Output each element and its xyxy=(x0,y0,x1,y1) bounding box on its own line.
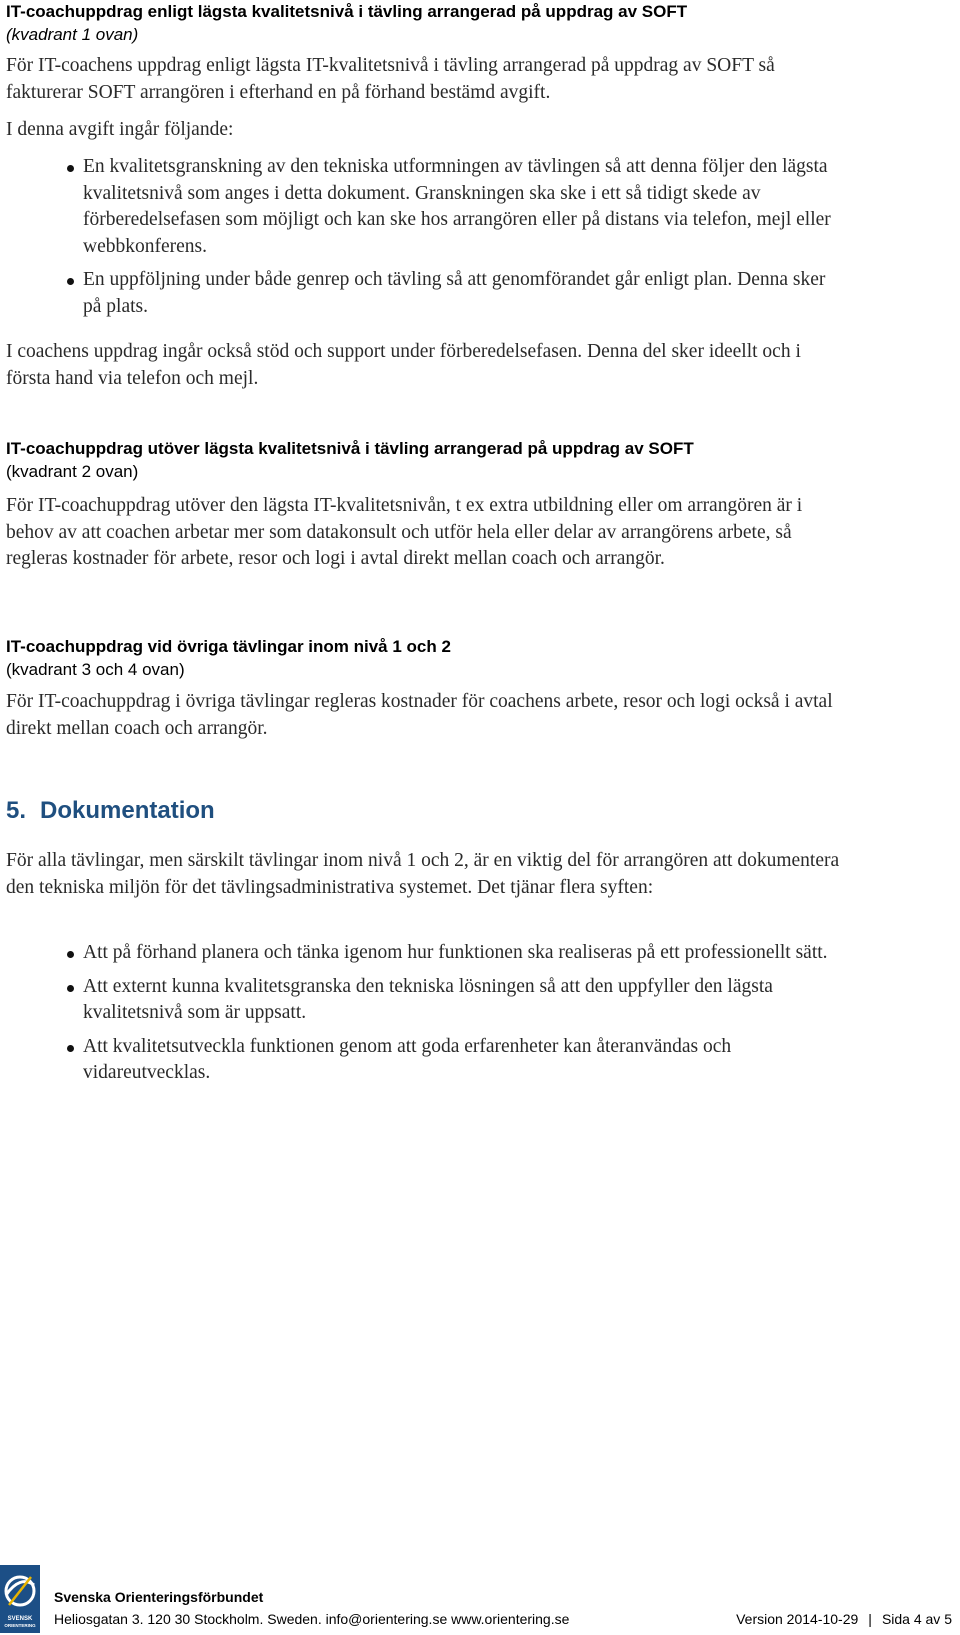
footer-organization: Svenska Orienteringsförbundet xyxy=(54,1589,264,1605)
section-subheading: (kvadrant 1 ovan) xyxy=(6,25,139,44)
svensk-orientering-logo xyxy=(0,1565,40,1633)
section-heading-text: IT-coachuppdrag vid övriga tävlingar inom nivå 1 och 2 xyxy=(6,637,451,656)
paragraph-body: För IT-coachuppdrag utöver den lägsta IT-kvalitetsnivån, t ex extra utbildning eller om arrangören är i behov av att coachen arbetar mer som datakonsult och utför hela eller delar av arrangörens arbete, så regleras kostnader för arbete, resor och logi i avtal direkt mellan coach och arrangör. xyxy=(6,495,803,569)
list-item xyxy=(6,154,841,260)
paragraph-lead: I denna avgift ingår följande: xyxy=(6,119,234,140)
footer-address: Heliosgatan 3. 120 30 Stockholm. Sweden. info@orientering.se www.orientering.se xyxy=(54,1611,570,1627)
bullet-icon xyxy=(67,165,74,172)
section-heading-kvadrant-3-4 xyxy=(6,635,946,681)
section-number: 5. xyxy=(6,797,27,824)
footer-version: Version 2014-10-29 xyxy=(736,1611,859,1627)
paragraph-intro: För alla tävlingar, men särskilt tävlingar inom nivå 1 och 2, är en viktig del för arrangören att dokumentera den tekniska miljön för det tävlingsadministrativa systemet. Det tjänar flera syften: xyxy=(6,850,840,898)
svg-text:ORIENTERING: ORIENTERING xyxy=(4,1623,36,1628)
bullet-icon xyxy=(67,278,74,285)
section-heading-text: IT-coachuppdrag utöver lägsta kvalitetsnivå i tävling arrangerad på uppdrag av SOFT xyxy=(6,439,694,458)
list-item-text: En uppföljning under både genrep och tävling så att genomförandet går enligt plan. Denna sker på plats. xyxy=(83,269,826,317)
section-heading-kvadrant-1 xyxy=(6,0,946,46)
list-item xyxy=(6,940,841,967)
logo-emblem-icon xyxy=(0,1565,40,1633)
bullet-icon xyxy=(67,1045,74,1052)
section-subheading: (kvadrant 2 ovan) xyxy=(6,462,139,481)
section-title-text: Dokumentation xyxy=(40,797,215,824)
paragraph-intro: För IT-coachens uppdrag enligt lägsta IT-kvalitetsnivå i tävling arrangerad på uppdrag av SOFT så fakturerar SOFT arrangören i efterhand en på förhand bestämd avgift. xyxy=(6,55,775,103)
footer-page-number: Sida 4 av 5 xyxy=(881,1611,952,1627)
list-item-text: Att kvalitetsutveckla funktionen genom att goda erfarenheter kan återanvändas och vidareutvecklas. xyxy=(83,1035,732,1083)
bullet-list-avgift xyxy=(6,154,841,327)
section-heading-text: IT-coachuppdrag enligt lägsta kvalitetsnivå i tävling arrangerad på uppdrag av SOFT xyxy=(6,2,688,21)
list-item-text: Att på förhand planera och tänka igenom hur funktionen ska realiseras på ett professionellt sätt. xyxy=(83,942,828,963)
list-item xyxy=(6,974,841,1027)
list-item-text: En kvalitetsgranskning av den tekniska utformningen av tävlingen så att denna följer den lägsta kvalitetsnivå som anges i detta dokument. Granskningen ska ske i ett så tidigt skede av förberedelsefasen som möjligt och kan ske hos arrangören eller på distans via telefon, mejl eller webbkonferens. xyxy=(83,156,831,257)
list-item xyxy=(6,1034,841,1087)
section-subheading: (kvadrant 3 och 4 ovan) xyxy=(6,660,185,679)
footer-separator: | xyxy=(868,1611,872,1627)
section-heading-kvadrant-2 xyxy=(6,437,946,483)
bullet-list-syften xyxy=(6,940,841,1094)
list-item xyxy=(6,267,841,320)
section-title-dokumentation xyxy=(6,796,215,826)
paragraph-body: För IT-coachuppdrag i övriga tävlingar regleras kostnader för coachens arbete, resor och logi också i avtal direkt mellan coach och arrangör. xyxy=(6,691,833,739)
bullet-icon xyxy=(67,951,74,958)
list-item-text: Att externt kunna kvalitetsgranska den tekniska lösningen så att den uppfyller den lägsta kvalitetsnivå som är uppsatt. xyxy=(83,975,773,1023)
footer-version-page xyxy=(736,1611,952,1627)
paragraph-outro: I coachens uppdrag ingår också stöd och support under förberedelsefasen. Denna del sker ideellt och i första hand via telefon och mejl. xyxy=(6,341,801,389)
bullet-icon xyxy=(67,985,74,992)
svg-text:SVENSK: SVENSK xyxy=(7,1616,33,1622)
